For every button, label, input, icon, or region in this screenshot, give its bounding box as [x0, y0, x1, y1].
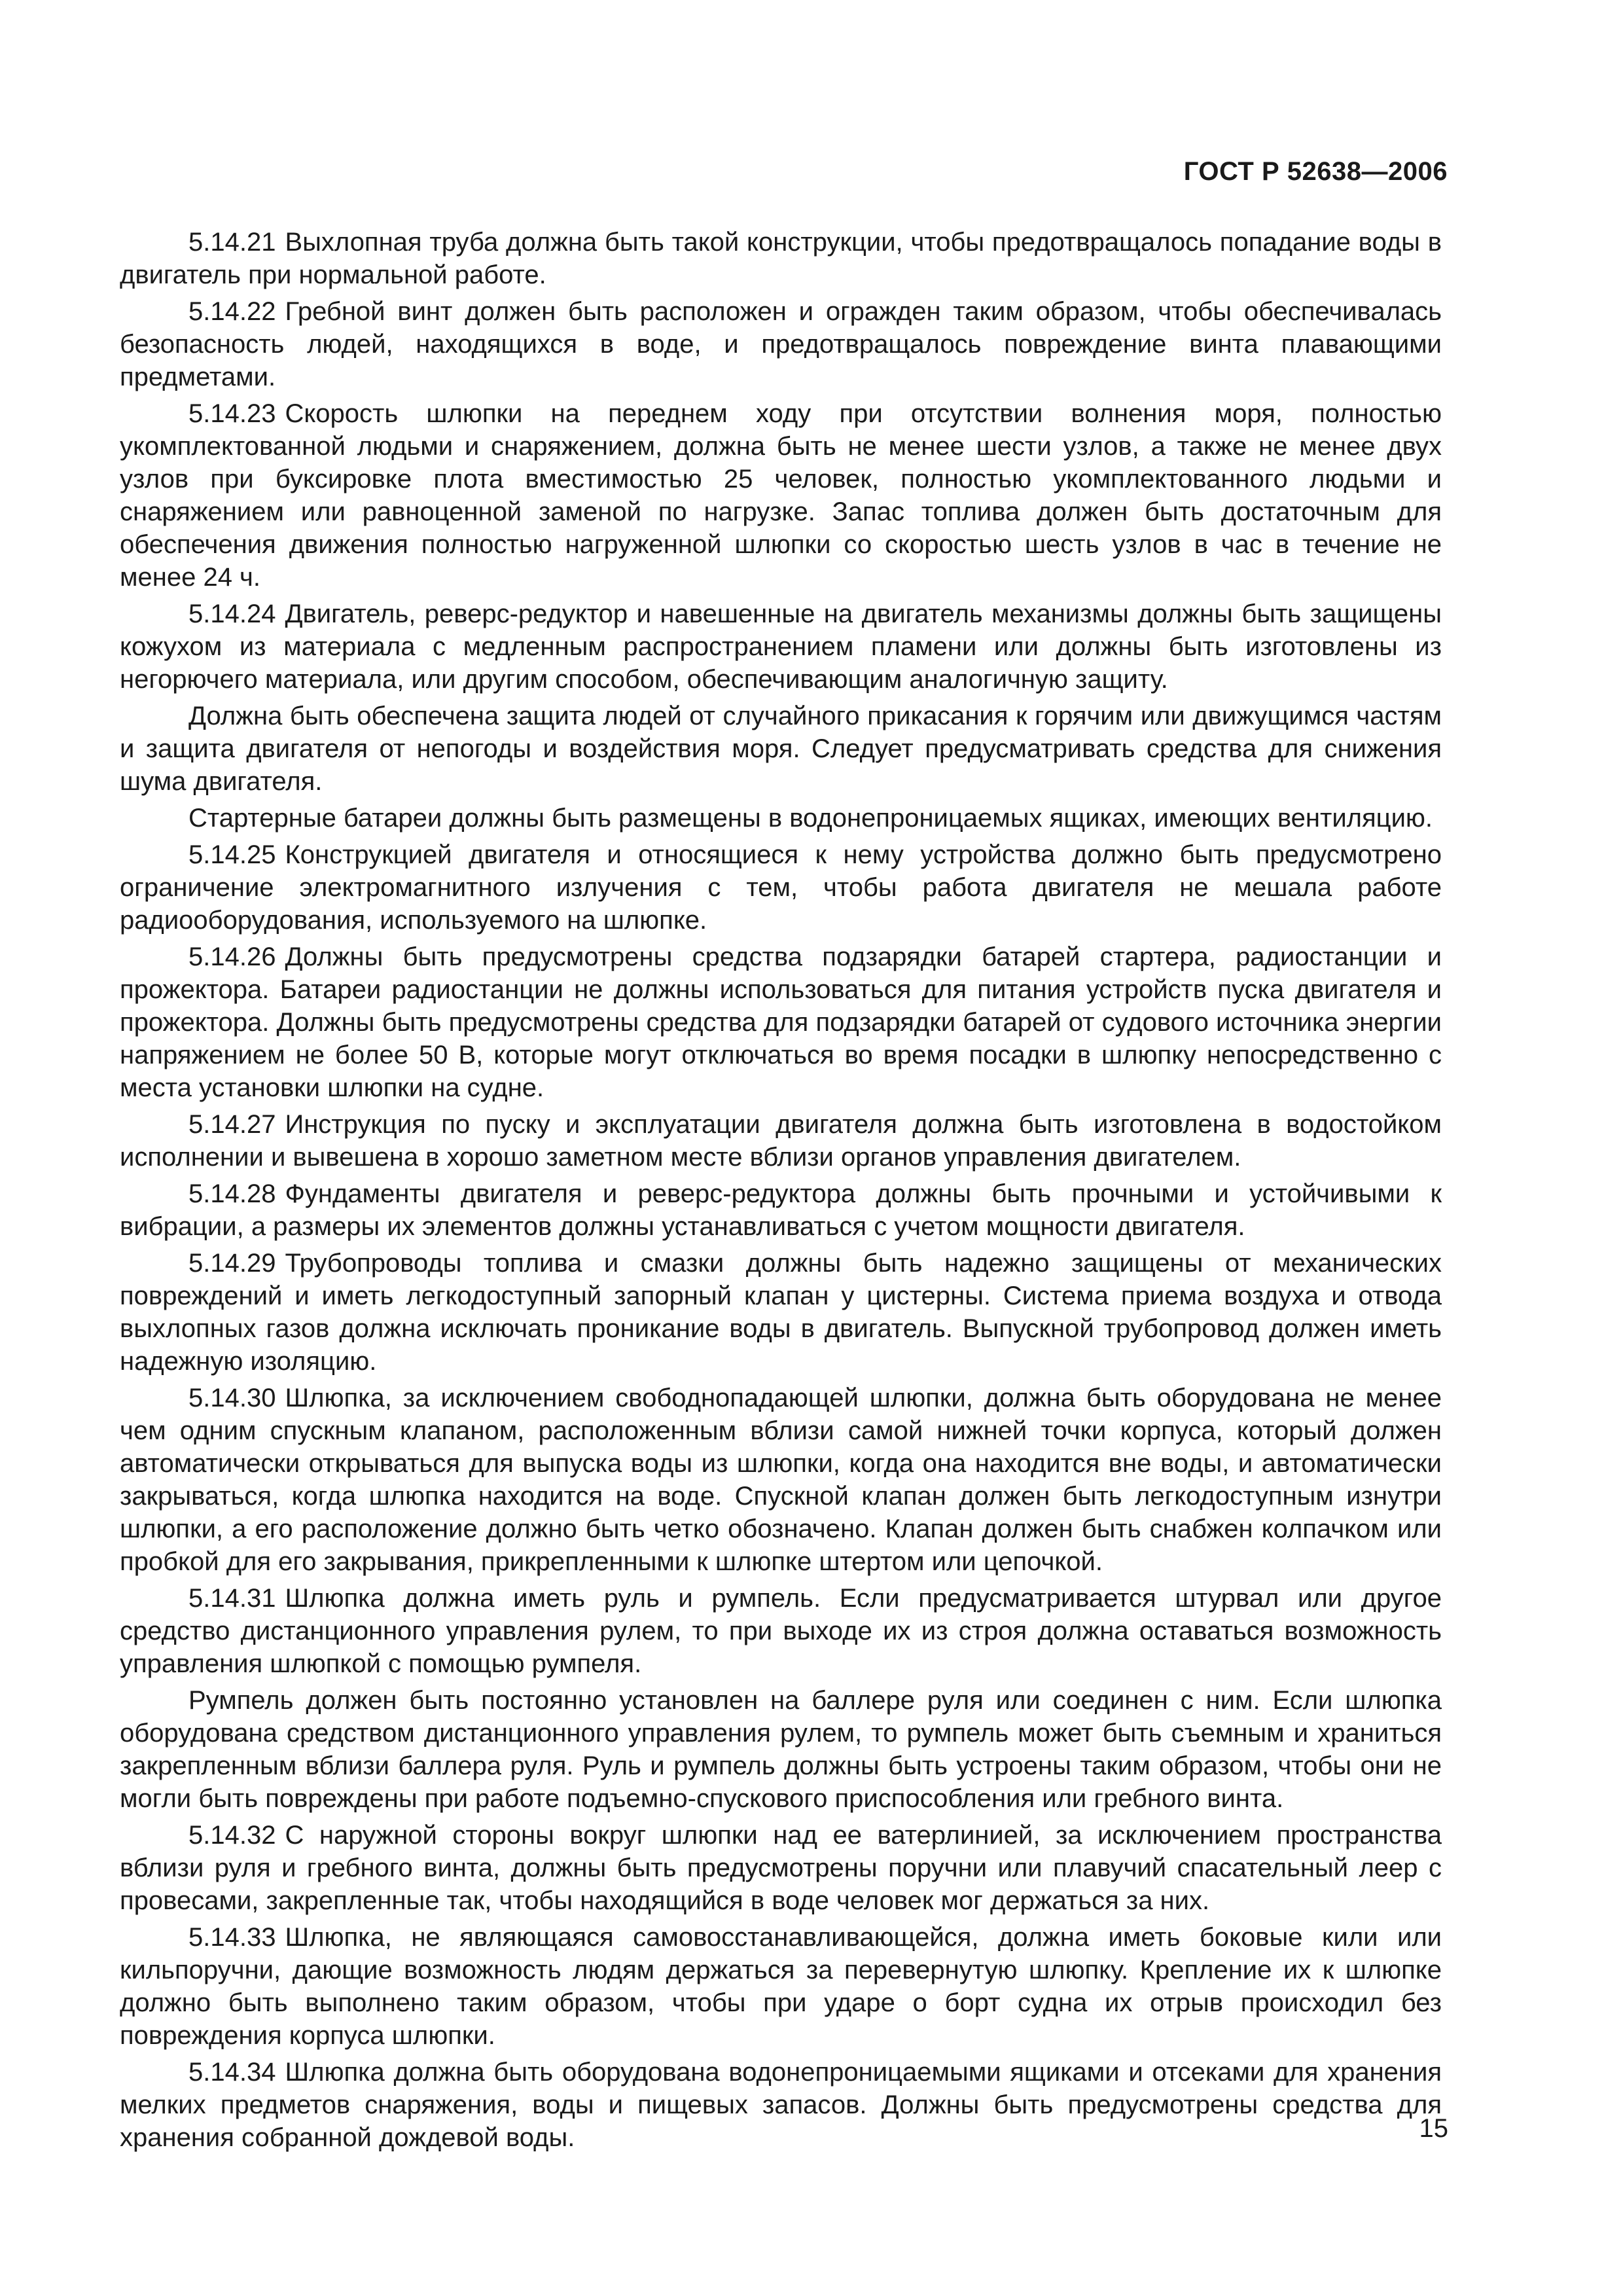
paragraph-number: 5.14.29 [188, 1249, 276, 1278]
paragraph [120, 397, 1442, 594]
paragraph-number: 5.14.31 [188, 1584, 276, 1613]
paragraph-number: 5.14.24 [188, 600, 276, 628]
paragraph-text: Выхлопная труба должна быть такой конструкции, чтобы предотвращалось попадание воды в двигатель при нормальной работе. [120, 228, 1442, 289]
paragraph [120, 802, 1442, 834]
paragraph-number: 5.14.26 [188, 942, 276, 971]
paragraph-number: 5.14.21 [188, 228, 276, 257]
paragraph-text: Должна быть обеспечена защита людей от случайного прикасания к горячим или движущимся частям и защита двигателя от непогоды и воздействия моря. Следует предусматривать средства для снижения шума двигателя. [120, 702, 1442, 796]
paragraph-text: Шлюпка должна быть оборудована водонепроницаемыми ящиками и отсеками для хранения мелких предметов снаряжения, воды и пищевых запасов. Должны быть предусмотрены средства для хранения собранной дождевой воды. [120, 2058, 1442, 2152]
page-number: 15 [1419, 2114, 1448, 2143]
paragraph-number: 5.14.25 [188, 840, 276, 869]
paragraph [120, 1684, 1442, 1815]
paragraph [120, 598, 1442, 696]
paragraph-number: 5.14.22 [188, 297, 276, 326]
paragraph [120, 1177, 1442, 1243]
paragraph [120, 1108, 1442, 1174]
paragraph-number: 5.14.30 [188, 1384, 276, 1412]
paragraph-number: 5.14.32 [188, 1821, 276, 1850]
paragraph [120, 226, 1442, 291]
paragraph-text: Инструкция по пуску и эксплуатации двигателя должна быть изготовлена в водостойком исполнении и вывешена в хорошо заметном месте вблизи органов управления двигателем. [120, 1110, 1442, 1172]
paragraph-text: Гребной винт должен быть расположен и огражден таким образом, чтобы обеспечивалась безопасность людей, находящихся в воде, и предотвращалось повреждение винта плавающими предметами. [120, 297, 1442, 391]
paragraph-text: Должны быть предусмотрены средства подзарядки батарей стартера, радиостанции и прожектора. Батареи радиостанции не должны использоваться для питания устройств пуска двигателя и прожектора. Должны быть предусмотрены средства для подзарядки батарей от судового источника энергии напряжением не более 50 В, которые могут отключаться во время посадки в шлюпку непосредственно с места установки шлюпки на судне. [120, 942, 1442, 1102]
paragraph-text: Шлюпка должна иметь руль и румпель. Если предусматривается штурвал или другое средство дистанционного управления рулем, то при выходе их из строя должна оставаться возможность управления шлюпкой с помощью румпеля. [120, 1584, 1442, 1678]
paragraph-text: Трубопроводы топлива и смазки должны быть надежно защищены от механических повреждений и иметь легкодоступный запорный клапан у цистерны. Система приема воздуха и отвода выхлопных газов должна исключать проникание воды в двигатель. Выпускной трубопровод должен иметь надежную изоляцию. [120, 1249, 1442, 1376]
paragraph [120, 1382, 1442, 1578]
paragraph [120, 1819, 1442, 1917]
paragraph-number: 5.14.23 [188, 399, 276, 428]
paragraph [120, 1582, 1442, 1680]
paragraph [120, 700, 1442, 798]
paragraph-text: Румпель должен быть постоянно установлен на баллере руля или соединен с ним. Если шлюпка оборудована средством дистанционного управления рулем, то румпель может быть съемным и храниться закрепленным вблизи баллера руля. Руль и румпель должны быть устроены таким образом, чтобы они не могли быть повреждены при работе подъемно-спускового приспособления или гребного винта. [120, 1686, 1442, 1813]
paragraph [120, 941, 1442, 1104]
paragraph [120, 295, 1442, 393]
paragraph-text: Фундаменты двигателя и реверс-редуктора должны быть прочными и устойчивыми к вибрации, а размеры их элементов должны устанавливаться с учетом мощности двигателя. [120, 1179, 1442, 1241]
paragraph [120, 2056, 1442, 2154]
paragraph-number: 5.14.28 [188, 1179, 276, 1208]
paragraph-text: Скорость шлюпки на переднем ходу при отсутствии волнения моря, полностью укомплектованной людьми и снаряжением, должна быть не менее шести узлов, а также не менее двух узлов при буксировке плота вместимостью 25 человек, полностью укомплектованного людьми и снаряжением или равноценной заменой по нагрузке. Запас топлива должен быть достаточным для обеспечения движения полностью нагруженной шлюпки со скоростью шесть узлов в час в течение не менее 24 ч. [120, 399, 1442, 592]
paragraph [120, 838, 1442, 937]
paragraph-text: Конструкцией двигателя и относящиеся к нему устройства должно быть предусмотрено ограничение электромагнитного излучения с тем, чтобы работа двигателя не мешала работе радиооборудования, используемого на шлюпке. [120, 840, 1442, 935]
document-header: ГОСТ Р 52638—2006 [1183, 157, 1448, 186]
paragraph-number: 5.14.34 [188, 2058, 276, 2087]
document-body [120, 226, 1442, 2158]
paragraph-text: Шлюпка, за исключением свободнопадающей шлюпки, должна быть оборудована не менее чем одним спускным клапаном, расположенным вблизи самой нижней точки корпуса, который должен автоматически открываться для выпуска воды из шлюпки, когда она находится вне воды, и автоматически закрываться, когда шлюпка находится на воде. Спускной клапан должен быть легкодоступным изнутри шлюпки, а его расположение должно быть четко обозначено. Клапан должен быть снабжен колпачком или пробкой для его закрывания, прикрепленными к шлюпке штертом или цепочкой. [120, 1384, 1442, 1576]
paragraph-number: 5.14.27 [188, 1110, 276, 1139]
paragraph-text: С наружной стороны вокруг шлюпки над ее ватерлинией, за исключением пространства вблизи руля и гребного винта, должны быть предусмотрены поручни или плавучий спасательный леер с провесами, закрепленные так, чтобы находящийся в воде человек мог держаться за них. [120, 1821, 1442, 1915]
paragraph-text: Двигатель, реверс-редуктор и навешенные на двигатель механизмы должны быть защищены кожухом из материала с медленным распространением пламени или должны быть изготовлены из негорючего материала, или другим способом, обеспечивающим аналогичную защиту. [120, 600, 1442, 694]
paragraph [120, 1247, 1442, 1378]
paragraph [120, 1921, 1442, 2052]
paragraph-number: 5.14.33 [188, 1923, 276, 1952]
paragraph-text: Шлюпка, не являющаяся самовосстанавливающейся, должна иметь боковые кили или кильпоручни, дающие возможность людям держаться за перевернутую шлюпку. Крепление их к шлюпке должно быть выполнено таким образом, чтобы при ударе о борт судна их отрыв происходил без повреждения корпуса шлюпки. [120, 1923, 1442, 2050]
paragraph-text: Стартерные батареи должны быть размещены в водонепроницаемых ящиках, имеющих вентиляцию. [188, 804, 1433, 833]
